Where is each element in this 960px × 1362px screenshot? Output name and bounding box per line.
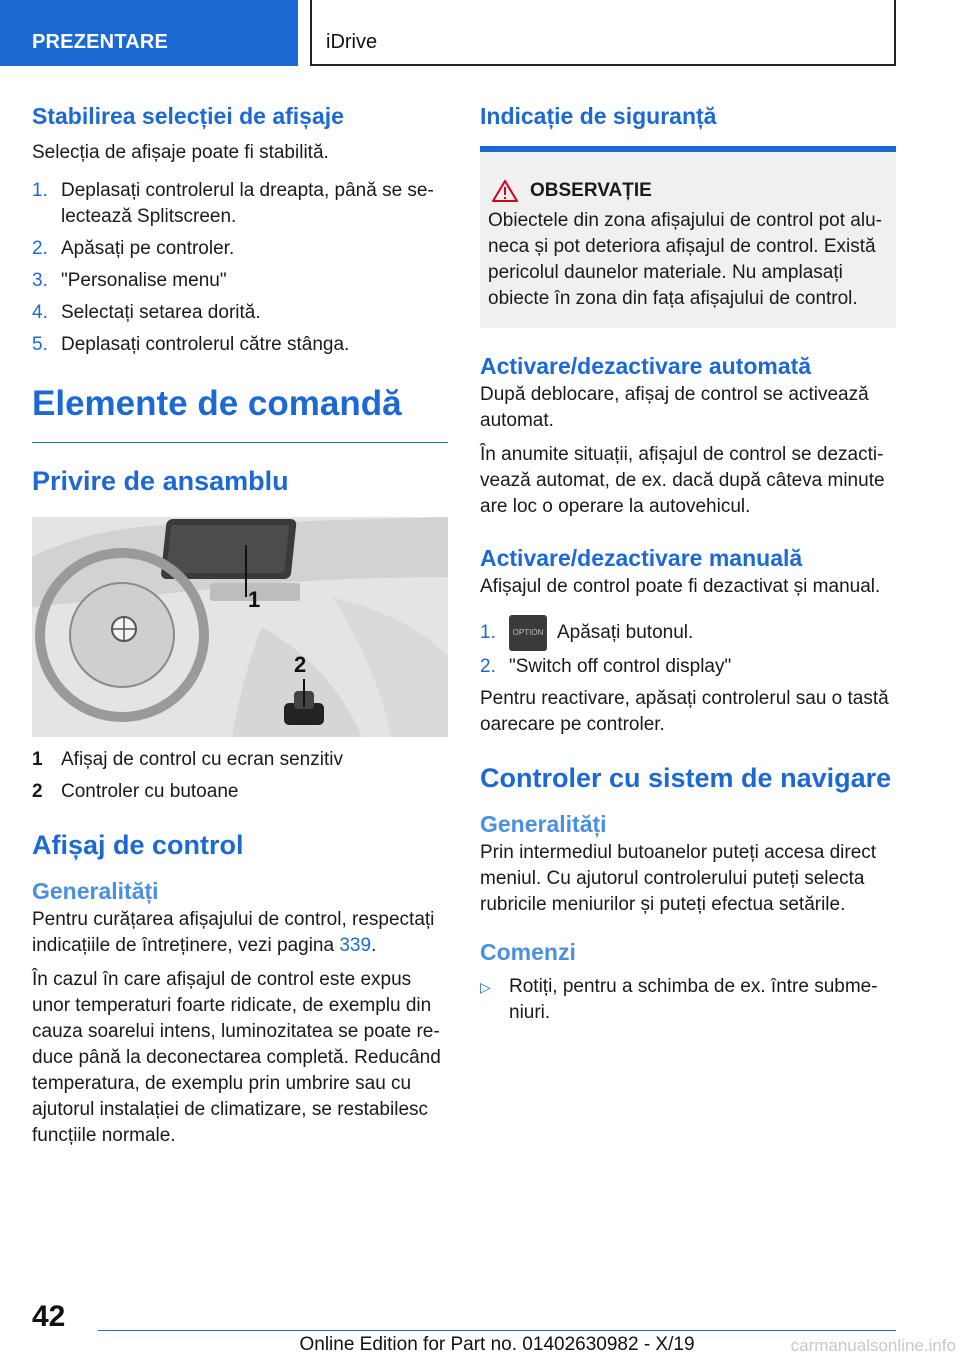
step-number: 3. [32,270,48,291]
watermark: carmanualsonline.info [790,1336,956,1355]
step-text: Deplasați controlerul către stânga. [61,334,350,355]
chapter-tab: iDrive [310,0,896,66]
list-item [32,332,448,358]
nav-general-text: Prin intermediul butoanelor puteți accesa direct meniul. Cu ajutorul controlerului puteți selecta rubricile meniurilor și puteți efectua setările. [480,842,877,915]
control-display-general-heading: Generalități [32,878,159,904]
image-label-1: 1 [248,587,261,612]
step-number: 2. [480,656,496,677]
step-text: Selectați setarea dorită. [61,302,261,323]
list-item [480,614,896,652]
step-number: 1. [32,180,48,201]
nav-controller-heading: Controler cu sistem de navigare [480,763,892,793]
warning-text: Obiectele din zona afișajului de control pot alu-neca și pot deteriora afișajul de control. Există pericolul daunelor materiale. Nu amplasați obiecte în zona din fața afișajului de control. [488,210,882,309]
cockpit-drawing [32,517,448,737]
list-item [480,654,896,680]
overview-heading: Privire de ansamblu [32,466,289,496]
legend-number: 2 [32,781,43,802]
commands-heading: Comenzi [480,939,576,965]
commands-list [480,974,896,1026]
step-text: Apăsați pe controler. [61,238,235,259]
step-text: "Personalise menu" [61,270,227,291]
temperature-paragraph: În cazul în care afișajul de control este expus unor temperaturi foarte ridicate, de exemplu din cauza soarelui intens, luminozitatea se poate re-duce până la deconectarea completă. Reducând temperatura, de exemplu prin umbrire sau cu ajutorul instalației de climatizare, se restabilesc funcțiile normale. [32,969,441,1146]
footer-divider [98,1330,896,1331]
step-text: "Switch off control display" [509,656,732,677]
cleaning-text: Pentru curățarea afișajului de control, respectați indicațiile de întreținere, vezi pagina [32,909,435,956]
list-item [32,236,448,262]
manual-intro: Afișajul de control poate fi dezactivat și manual. [480,576,881,597]
legend-text: Controler cu butoane [61,781,239,802]
list-item [480,974,896,1026]
selection-intro: Selecția de afișaje poate fi stabilită. [32,142,329,163]
page-number: 42 [32,1300,66,1333]
edition-footer: Online Edition for Part no. 01402630982 - X/19 [299,1334,695,1355]
option-button-icon: OPTION [509,615,547,651]
list-item [32,300,448,326]
step-number: 5. [32,334,48,355]
section-tab: PREZENTARE [0,0,298,66]
safety-heading: Indicație de siguranță [480,103,717,129]
page-header [0,0,960,68]
auto-paragraph-2: În anumite situații, afișajul de control se dezacti-vează automat, de ex. dacă după câteva minute are loc o operare la autovehicul. [480,444,885,517]
page-link[interactable]: 339 [339,935,372,956]
warning-box [480,146,896,328]
image-legend [32,747,448,805]
cleaning-paragraph [32,907,448,959]
cockpit-illustration [32,517,448,737]
image-label-2: 2 [294,652,307,677]
cleaning-text-end: . [371,935,377,956]
step-number: 2. [32,238,48,259]
warning-triangle-icon [492,180,518,202]
auto-heading: Activare/dezactivare automată [480,353,812,379]
legend-text: Afișaj de control cu ecran senzitiv [61,749,343,770]
right-column [480,100,896,1026]
step-text: Deplasați controlerul la dreapta, până se se-lectează Splitscreen. [61,180,434,227]
warning-title: OBSERVAȚIE [530,180,652,201]
legend-item [32,779,448,805]
list-item [32,268,448,294]
control-display-heading: Afișaj de control [32,830,244,860]
bullet-triangle-icon: ▷ [480,979,491,995]
warning-title-row [488,178,888,204]
auto-paragraph-1: După deblocare, afișaj de control se activează automat. [480,384,869,431]
selection-steps [32,178,448,358]
manual-outro: Pentru reactivare, apăsați controlerul sau o tastă oarecare pe controler. [480,688,889,735]
left-column [32,100,448,1149]
selection-heading: Stabilirea selecției de afișaje [32,103,344,129]
legend-item [32,747,448,773]
step-number: 4. [32,302,48,323]
step-text: Apăsați butonul. [557,622,694,643]
chapter-title: Elemente de comandă [32,380,448,443]
nav-general-heading: Generalități [480,811,607,837]
legend-number: 1 [32,749,43,770]
manual-steps [480,614,896,680]
bullet-text: Rotiți, pentru a schimba de ex. între subme-niuri. [509,976,878,1023]
manual-heading: Activare/dezactivare manuală [480,545,803,571]
list-item [32,178,448,230]
step-number: 1. [480,622,496,643]
